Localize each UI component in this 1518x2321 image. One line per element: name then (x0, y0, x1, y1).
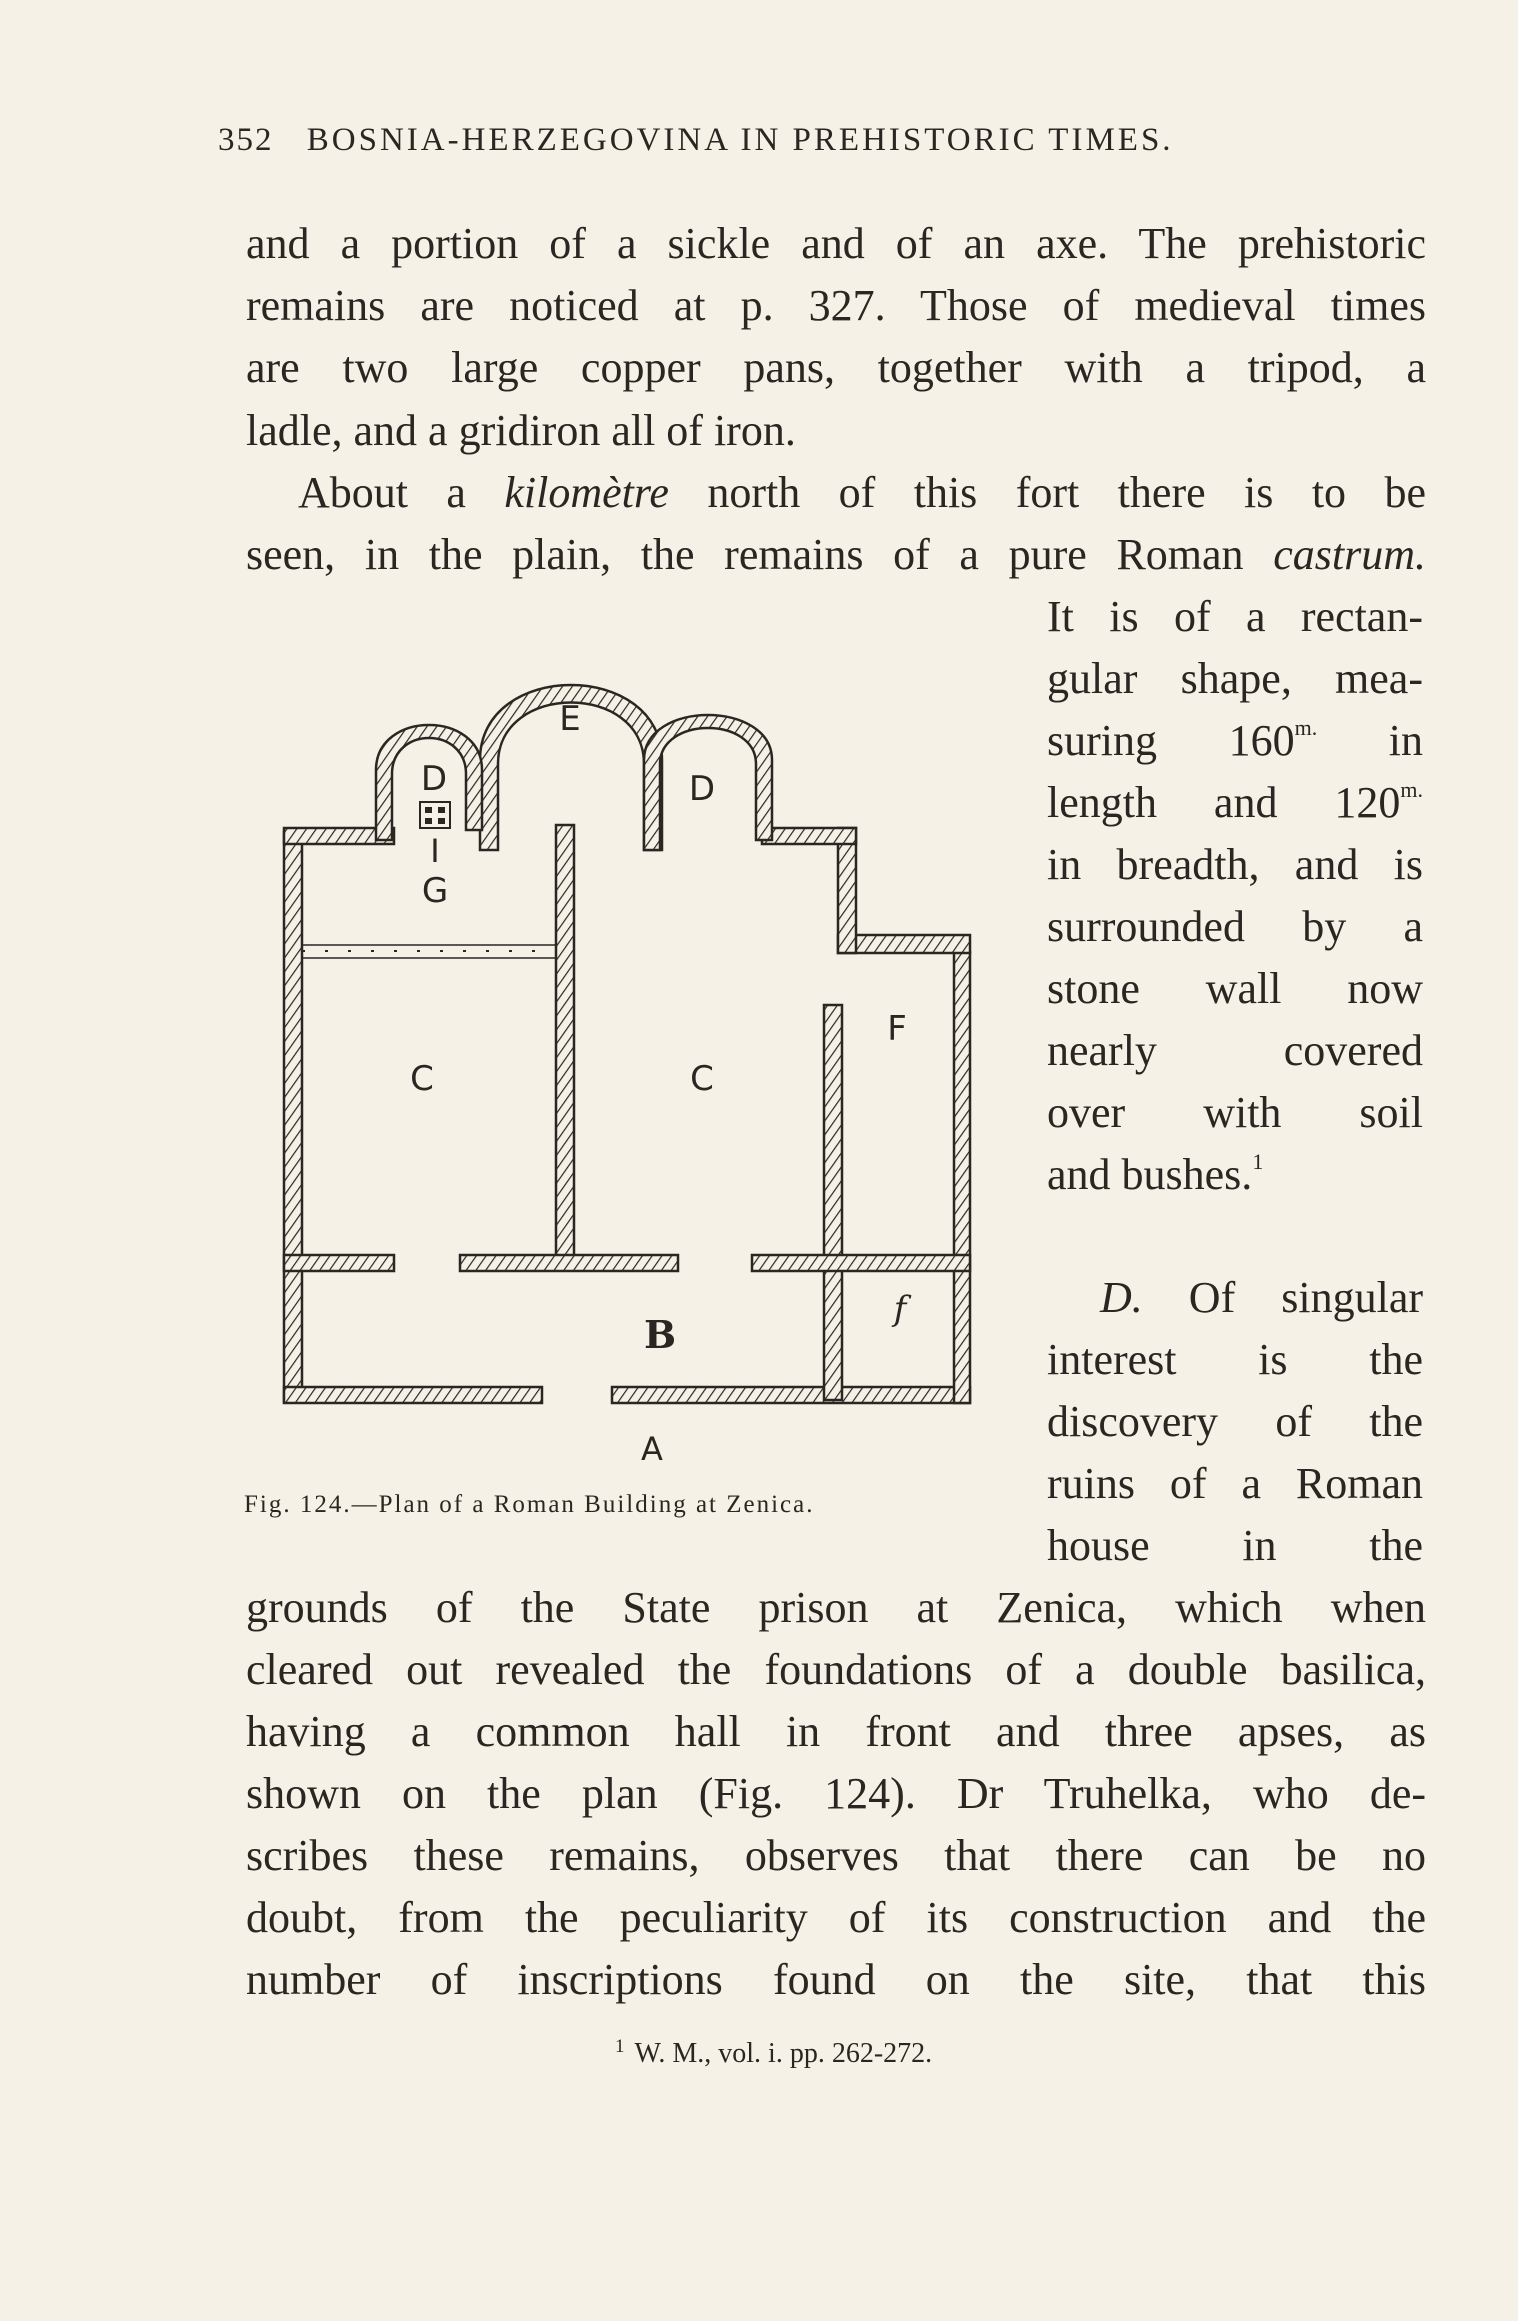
side-text-line: over with soil (1047, 1088, 1423, 1137)
side-text-line: and bushes.$^1$ (1047, 1149, 1264, 1199)
wall-cross-2 (460, 1255, 678, 1271)
text-line: scribes these remains, observes that there can be no (246, 1831, 1426, 1880)
text-line: shown on the plan (Fig. 124). Dr Truhelka, who de- (246, 1769, 1426, 1818)
footnote-ref: 1 (1252, 1149, 1264, 1174)
label-a: A (641, 1430, 663, 1468)
wall-cross-3 (752, 1255, 970, 1271)
side-text-line: suring $160^{m.}$ in (1047, 715, 1423, 765)
text-line: doubt, from the peculiarity of its construction and the (246, 1893, 1426, 1942)
italic-word: kilomètre (504, 468, 669, 517)
running-title: BOSNIA-HERZEGOVINA IN PREHISTORIC TIMES. (306, 122, 1174, 158)
side-text-line: It is of a rectan- (1047, 592, 1423, 641)
wall-west (284, 832, 302, 1402)
text-line: having a common hall in front and three apses, as (246, 1707, 1426, 1756)
label-i: I (430, 832, 440, 870)
text-line: grounds of the State prison at Zenica, which when (246, 1583, 1426, 1632)
wall-spine (556, 825, 574, 1267)
side-text-line: ruins of a Roman (1047, 1459, 1423, 1508)
side-text-line: gular shape, mea- (1047, 654, 1423, 703)
text-line: are two large copper pans, together with a tripod, a (246, 343, 1426, 392)
text-line: ladle, and a gridiron all of iron. (246, 406, 796, 455)
side-text-line: stone wall now (1047, 964, 1423, 1013)
label-c-right: C (690, 1059, 714, 1099)
side-text-line: D. Of singular (1100, 1273, 1423, 1322)
side-text-line: interest is the (1047, 1335, 1423, 1384)
wall-north-f (838, 935, 970, 953)
page-number: 352 (218, 122, 274, 158)
text-line: remains are noticed at p. 327. Those of medieval times (246, 281, 1426, 330)
wall-east (954, 952, 970, 1403)
wall-south-right (612, 1387, 970, 1403)
text-line: cleared out revealed the foundations of a double basilica, (246, 1645, 1426, 1694)
text-line: seen, in the plain, the remains of a pure Roman castrum. (246, 530, 1426, 579)
side-text-line: house in the (1047, 1521, 1423, 1570)
label-d-right: D (688, 769, 716, 809)
building-plan-figure (272, 640, 1012, 1470)
label-d-left: D (420, 759, 448, 799)
label-g: G (421, 871, 449, 911)
side-text-line: in breadth, and is (1047, 840, 1423, 889)
wall-east-upper (838, 828, 856, 953)
label-f: F (887, 1009, 907, 1049)
label-c-left: C (410, 1059, 434, 1099)
label-e: E (559, 699, 581, 739)
side-text-line: surrounded by a (1047, 902, 1423, 951)
figure-caption: Fig. 124.—Plan of a Roman Building at Zenica. (244, 1491, 815, 1518)
italic-word: castrum. (1273, 530, 1426, 579)
footnote-text: W. M., vol. i. pp. 262-272. (634, 2038, 933, 2069)
footnote-marker: 1 (615, 2036, 625, 2057)
text-line: and a portion of a sickle and of an axe. The prehistoric (246, 219, 1426, 268)
wall-c-f (824, 1005, 842, 1400)
wall-north-right (762, 828, 856, 844)
side-text-line: nearly covered (1047, 1026, 1423, 1075)
running-head (218, 122, 1318, 159)
wall-south-left (284, 1387, 542, 1403)
text-line: number of inscriptions found on the site, that this (246, 1955, 1426, 2004)
side-text-line: discovery of the (1047, 1397, 1423, 1446)
side-text-line: length and $120^{m.}$ (1047, 777, 1423, 827)
text-line: About a kilomètre north of this fort there is to be (298, 468, 1427, 517)
label-f-small: f (893, 1289, 907, 1329)
footnote (615, 2036, 1135, 2070)
small-block (420, 802, 450, 828)
wall-cross-1 (284, 1255, 394, 1271)
label-b: B (643, 1312, 677, 1357)
